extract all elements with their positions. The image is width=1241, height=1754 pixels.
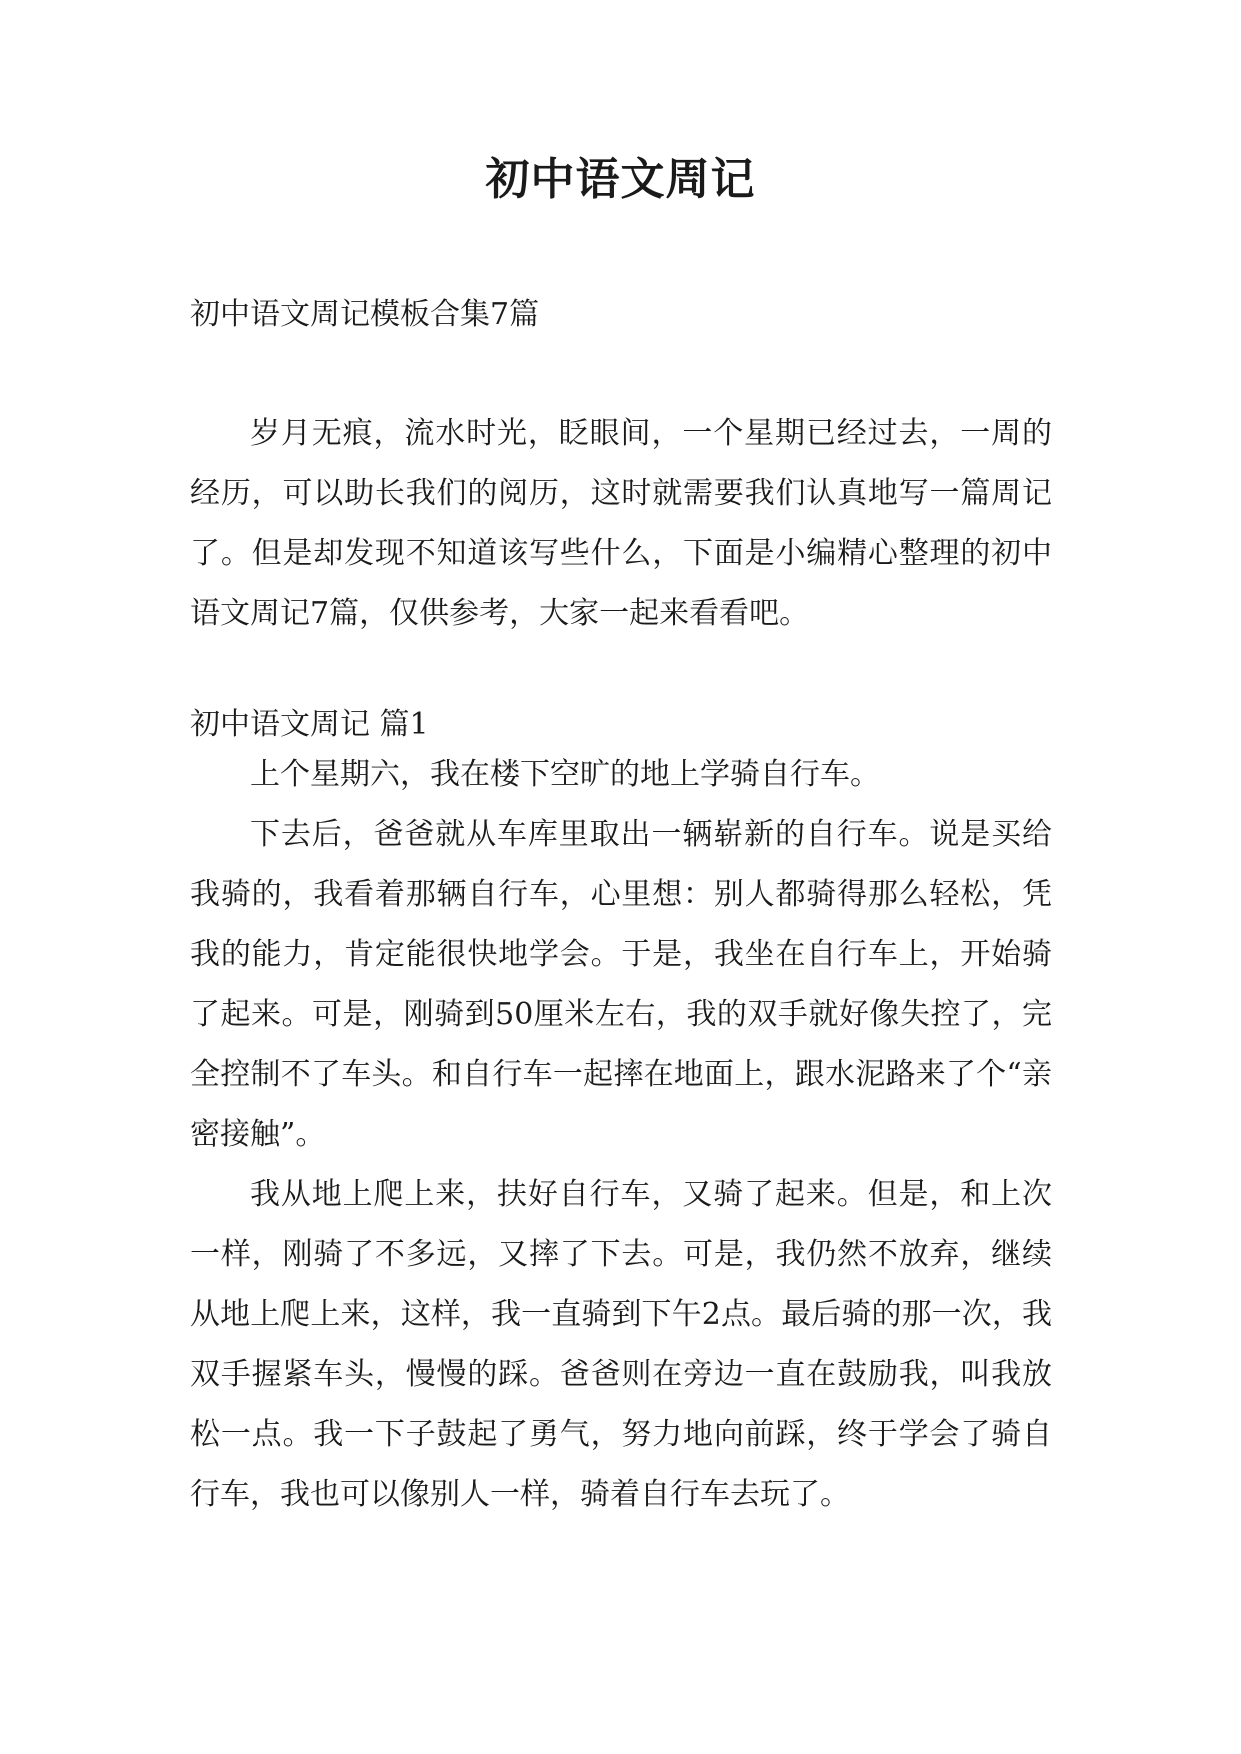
- document-subtitle: 初中语文周记模板合集7篇: [190, 297, 540, 332]
- essay-paragraph: 上个星期六，我在楼下空旷的地上学骑自行车。: [250, 757, 880, 792]
- intro-paragraph: 岁月无痕，流水时光，眨眼间，一个星期已经过去，一周的经历，可以助长我们的阅历，这时就需要我们认真地写一篇周记了。但是却发现不知道该写些什么，下面是小编精心整理的初中语文周记7篇，仅供参考，大家一起来看看吧。: [190, 416, 1052, 631]
- document-title: 初中语文周记: [485, 154, 756, 205]
- section-heading: 初中语文周记 篇1: [190, 707, 429, 742]
- essay-body: [190, 745, 1052, 1525]
- essay-paragraph: 我从地上爬上来，扶好自行车，又骑了起来。但是，和上次一样，刚骑了不多远，又摔了下去。可是，我仍然不放弃，继续从地上爬上来，这样，我一直骑到下午2点。最后骑的那一次，我双手握紧车头，慢慢的踩。爸爸则在旁边一直在鼓励我，叫我放松一点。我一下子鼓起了勇气，努力地向前踩，终于学会了骑自行车，我也可以像别人一样，骑着自行车去玩了。: [190, 1177, 1052, 1512]
- essay-paragraph: 下去后，爸爸就从车库里取出一辆崭新的自行车。说是买给我骑的，我看着那辆自行车，心里想：别人都骑得那么轻松，凭我的能力，肯定能很快地学会。于是，我坐在自行车上，开始骑了起来。可是，刚骑到50厘米左右，我的双手就好像失控了，完全控制不了车头。和自行车一起摔在地面上，跟水泥路来了个“亲密接触”。: [190, 817, 1052, 1152]
- intro-block: [190, 404, 1052, 644]
